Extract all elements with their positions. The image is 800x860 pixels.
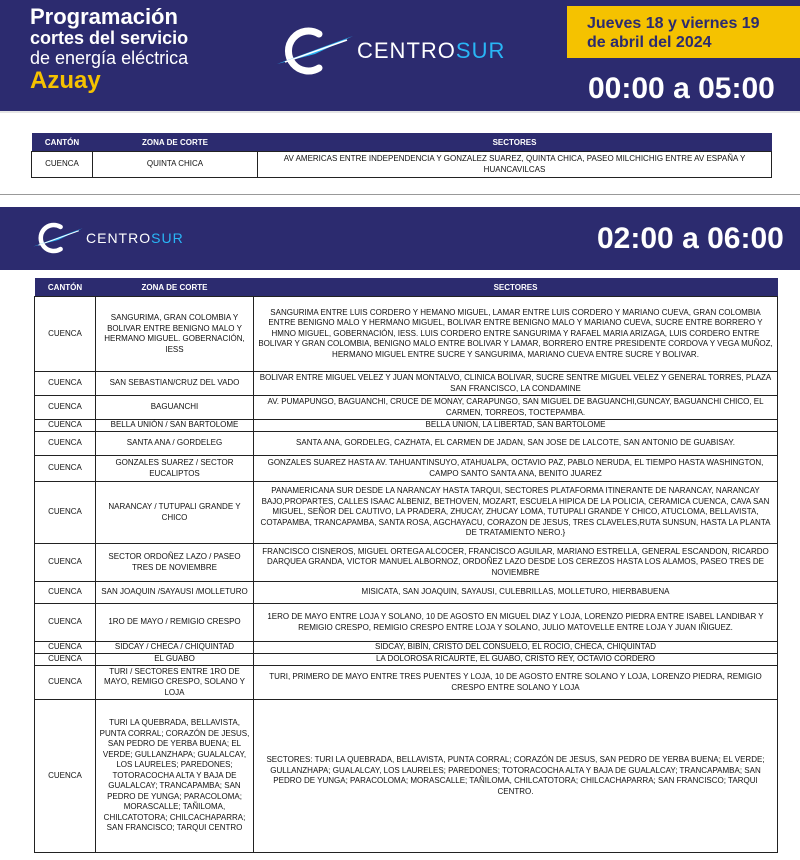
province-label: Azuay: [30, 67, 101, 94]
cell-sectores: PANAMERICANA SUR DESDE LA NARANCAY HASTA TARQUI, SECTORES PLATAFORMA ITINERANTE DE NARANCAY, NARANCAY BAJO,PROPARTES, CALLES ISAAC ALBENIZ, BETHOVEN, MOZART, ESCUELA HIPICA DE LA POLICIA, CERAMICA CUENCA, CAVA SAN MIGUEL, SEÑOR DEL CAUTIVO, LA PRADERA, ZHUCAY, ZHUCAY LOMA, TUTUPALI GRANDE Y CHICO, ATUCLOMA, BELLAVISTA, COTAPAMBA, TRANCAPAMBA, SANTA ROSA, AGCHAYACU, CORAZON DE JESUS, TRES CLAVELES,RUTA SUNSUN, HASTA LA PLANTA DE TRATAMIENTO NERO.}: [254, 482, 778, 544]
logo-c-icon: [275, 26, 355, 76]
cell-canton: CUENCA: [35, 396, 96, 420]
cell-zona: EL GUABO: [96, 654, 254, 666]
time-range-2: 02:00 a 06:00: [597, 222, 784, 255]
header-banner: [0, 0, 800, 111]
cell-canton: CUENCA: [35, 372, 96, 396]
cell-sectores: BOLIVAR ENTRE MIGUEL VELEZ Y JUAN MONTALVO, CLINICA BOLIVAR, SUCRE SENTRE MIGUEL VELEZ Y GENERAL TORRES, PLAZA SAN FRANCISCO, LA CONDAMINE: [254, 372, 778, 396]
cell-sectores: 1ERO DE MAYO ENTRE LOJA Y SOLANO, 10 DE AGOSTO EN MIGUEL DIAZ Y LOJA, LORENZO PIEDRA ENTRE ISABEL LANDIBAR Y REMIGIO CRESPO, REMIGIO CRESPO ENTRE LOJA Y SOLANO, JULIO MATOVELLE ENTRE LOJA Y JUAN IÑIGUEZ.: [254, 604, 778, 642]
centrosur-logo: [275, 26, 505, 76]
table-header-row: [35, 278, 778, 297]
outage-table-1: [31, 133, 772, 178]
date-line-1: Jueves 18 y viernes 19: [587, 15, 760, 32]
date-text: [587, 14, 760, 52]
table-row: [35, 604, 778, 642]
column-header-zona: ZONA DE CORTE: [96, 278, 254, 297]
column-header-sectores: SECTORES: [258, 133, 772, 152]
table-row: [35, 432, 778, 456]
cell-zona: GONZALES SUAREZ / SECTOR EUCALIPTOS: [96, 456, 254, 482]
date-line-2: de abril del 2024: [587, 34, 712, 51]
table-row: [35, 482, 778, 544]
cell-canton: CUENCA: [35, 654, 96, 666]
table-row: [35, 297, 778, 372]
cell-zona: BELLA UNIÓN / SAN BARTOLOME: [96, 420, 254, 432]
time-range-1: 00:00 a 05:00: [588, 72, 775, 105]
cell-canton: CUENCA: [35, 642, 96, 654]
cell-zona: SAN SEBASTIAN/CRUZ DEL VADO: [96, 372, 254, 396]
cell-canton: CUENCA: [35, 456, 96, 482]
cell-sectores: MISICATA, SAN JOAQUIN, SAYAUSI, CULEBRILLAS, MOLLETURO, HIERBABUENA: [254, 582, 778, 604]
cell-sectores: SANGURIMA ENTRE LUIS CORDERO Y HEMANO MIGUEL, LAMAR ENTRE LUIS CORDERO Y MARIANO CUEVA, GRAN COLOMBIA ENTRE BENIGNO MALO Y HERMANO MIGUEL, BOLIVAR ENTRE BENIGNO MALO Y MARIANO CUEVA, SUCRE ENTRE BORRERO Y HMNO MIGUEL, GOBERNACIÓN, IESS. LUIS CORDERO ENTRE SANGURIMA Y RAFAEL MARIA ARIZAGA, LUIS CORDERO ENTRE BOLIVAR Y GRAN COLOMBIA, BENIGNO MALO ENTRE BOLIVAR Y LAMAR, BORRERO ENTRE PRESIDENTE CORDOVA Y VEGA MUÑOZ, HERMANO MIGUEL ENTRE SUCRE Y SANGURIMA, MARIANO CUEVA ENTRE SUCRE Y BOLIVAR.: [254, 297, 778, 372]
table-row: [35, 642, 778, 654]
cell-canton: CUENCA: [35, 482, 96, 544]
cell-zona: SANTA ANA / GORDELEG: [96, 432, 254, 456]
cell-canton: CUENCA: [32, 152, 93, 178]
cell-canton: CUENCA: [35, 432, 96, 456]
cell-canton: CUENCA: [35, 666, 96, 700]
column-header-canton: CANTÓN: [35, 278, 96, 297]
logo-wordmark: [357, 38, 505, 64]
outage-table-2: [34, 278, 778, 853]
table-row: [35, 396, 778, 420]
title-line-2: cortes del servicio: [30, 28, 189, 48]
table-row: [35, 582, 778, 604]
cell-zona: SECTOR ORDOÑEZ LAZO / PASEO TRES DE NOVIEMBRE: [96, 544, 254, 582]
cell-zona: TURI LA QUEBRADA, BELLAVISTA, PUNTA CORRAL; CORAZÓN DE JESUS, SAN PEDRO DE YERBA BUENA; EL VERDE; GULLANZHAPA; GUALALCAY, LOS LAURELES; PAREDONES; TOTORACOCHA ALTA Y BAJA DE GUALALCAY; TRANCAPAMBA; SAN PEDRO DE YUNGA; PARACOLOMA; MORASCALLE; TAÑILOMA, CHILCATOTORA; CHILCACHAPARRA; SAN FRANCISCO; TARQUI CENTRO: [96, 700, 254, 853]
cell-sectores: SECTORES: TURI LA QUEBRADA, BELLAVISTA, PUNTA CORRAL; CORAZÓN DE JESUS, SAN PEDRO DE YERBA BUENA; EL VERDE; GULLANZHAPA; GUALALCAY, LOS LAURELES; PAREDONES; TOTORACOCHA ALTA Y BAJA DE GUALALCAY; TRANCAPAMBA; SAN PEDRO DE YUNGA; PARACOLOMA; MORASCALLE; TAÑILOMA, CHILCATOTORA; CHILCACHAPARRA; SAN FRANCISCO; TARQUI CENTRO.: [254, 700, 778, 853]
table-row: [35, 456, 778, 482]
table-row: [32, 152, 772, 178]
table-header-row: [32, 133, 772, 152]
cell-canton: CUENCA: [35, 582, 96, 604]
cell-zona: BAGUANCHI: [96, 396, 254, 420]
column-header-canton: CANTÓN: [32, 133, 93, 152]
table-row: [35, 420, 778, 432]
cell-sectores: BELLA UNION, LA LIBERTAD, SAN BARTOLOME: [254, 420, 778, 432]
cell-sectores: AV. PUMAPUNGO, BAGUANCHI, CRUCE DE MONAY, CARAPUNGO, SAN MIGUEL DE BAGUANCHI,GUNCAY, BAGUANCHI CHICO, EL CARMEN, TORREOS, TOCTEPAMBA.: [254, 396, 778, 420]
cell-sectores: SIDCAY, BIBÍN, CRISTO DEL CONSUELO, EL ROCIO, CHECA, CHIQUINTAD: [254, 642, 778, 654]
cell-zona: 1RO DE MAYO / REMIGIO CRESPO: [96, 604, 254, 642]
cell-canton: CUENCA: [35, 700, 96, 853]
title-line-3: de energía eléctrica: [30, 48, 189, 68]
title-line-1: Programación: [30, 4, 178, 29]
table-row: [35, 372, 778, 396]
cell-zona: NARANCAY / TUTUPALI GRANDE Y CHICO: [96, 482, 254, 544]
table-row: [35, 666, 778, 700]
cell-canton: CUENCA: [35, 297, 96, 372]
cell-zona: SANGURIMA, GRAN COLOMBIA Y BOLIVAR ENTRE BENIGNO MALO Y HERMANO MIGUEL. GOBERNACIÓN, IESS: [96, 297, 254, 372]
date-box: [567, 6, 800, 58]
centrosur-logo-small: [32, 221, 184, 255]
logo-word-sur: SUR: [455, 38, 506, 63]
table-row: [35, 654, 778, 666]
logo-word-centro: CENTRO: [86, 230, 152, 246]
cell-zona: SAN JOAQUIN /SAYAUSI /MOLLETURO: [96, 582, 254, 604]
column-header-sectores: SECTORES: [254, 278, 778, 297]
cell-canton: CUENCA: [35, 420, 96, 432]
cell-sectores: FRANCISCO CISNEROS, MIGUEL ORTEGA ALCOCER, FRANCISCO AGUILAR, MARIANO ESTRELLA, GENERAL ESCANDON, RICARDO DARQUEA GRANDA, VICTOR MANUEL ALBORNOZ, ORDOÑEZ LAZO DESDE LOS CEREZOS HASTA LOS ALAMOS, PASEO TRES DE NOVIEMBRE: [254, 544, 778, 582]
cell-canton: CUENCA: [35, 544, 96, 582]
cell-sectores: SANTA ANA, GORDELEG, CAZHATA, EL CARMEN DE JADAN, SAN JOSE DE LALCOTE, SAN ANTONIO DE GUABISAY.: [254, 432, 778, 456]
cell-zona: SIDCAY / CHECA / CHIQUINTAD: [96, 642, 254, 654]
cell-zona: TURI / SECTORES ENTRE 1RO DE MAYO, REMIGO CRESPO, SOLANO Y LOJA: [96, 666, 254, 700]
header-title: [30, 6, 188, 93]
cell-canton: CUENCA: [35, 604, 96, 642]
column-header-zona: ZONA DE CORTE: [93, 133, 258, 152]
header-divider: [0, 111, 800, 113]
table-row: [35, 544, 778, 582]
logo-word-centro: CENTRO: [357, 38, 456, 63]
cell-zona: QUINTA CHICA: [93, 152, 258, 178]
logo-c-icon-small: [32, 221, 84, 255]
section-divider: [0, 194, 800, 195]
table-row: [35, 700, 778, 853]
logo-word-sur: SUR: [151, 230, 184, 246]
cell-sectores: GONZALES SUAREZ HASTA AV. TAHUANTINSUYO, ATAHUALPA, OCTAVIO PAZ, PABLO NERUDA, EL TIEMPO HASTA WASHINGTON, CAMPO SANTO SANTA ANA, BENITO JUAREZ: [254, 456, 778, 482]
cell-sectores: AV AMERICAS ENTRE INDEPENDENCIA Y GONZALEZ SUAREZ, QUINTA CHICA, PASEO MILCHICHIG ENTRE AV ESPAÑA Y HUANCAVILCAS: [258, 152, 772, 178]
cell-sectores: TURI, PRIMERO DE MAYO ENTRE TRES PUENTES Y LOJA, 10 DE AGOSTO ENTRE SOLANO Y LOJA, LORENZO PIEDRA, REMIGIO CRESPO ENTRE SOLANO Y LOJA: [254, 666, 778, 700]
cell-sectores: LA DOLOROSA RICAURTE, EL GUABO, CRISTO REY, OCTAVIO CORDERO: [254, 654, 778, 666]
logo-wordmark-small: [86, 230, 184, 246]
